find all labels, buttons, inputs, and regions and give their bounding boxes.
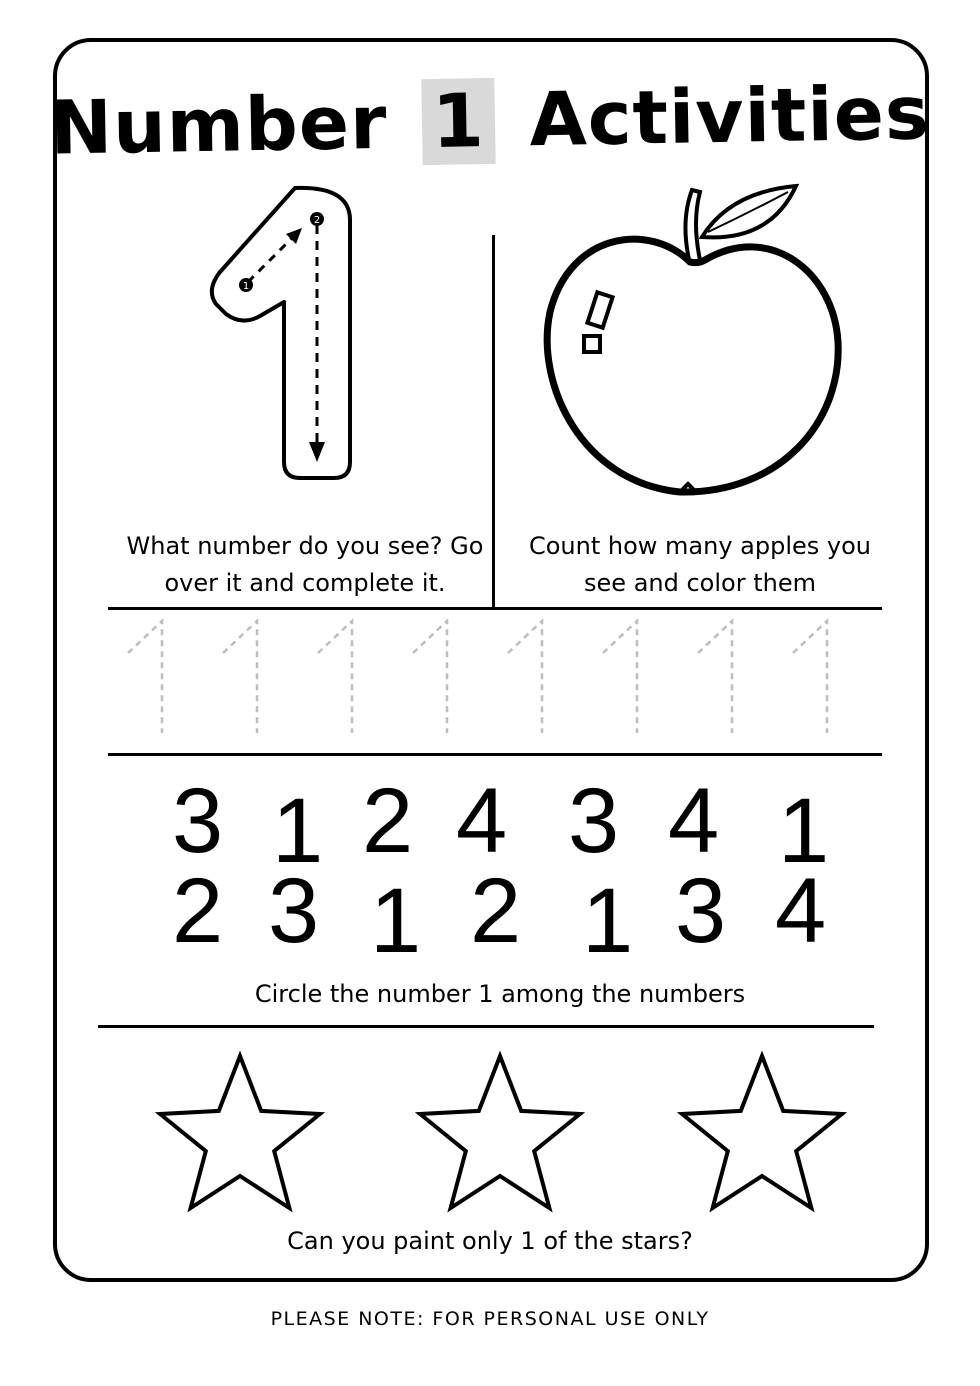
number-digit[interactable]: 3 bbox=[568, 770, 620, 872]
worksheet-title bbox=[0, 69, 980, 172]
section-divider-1 bbox=[108, 607, 882, 610]
trace-number-one bbox=[200, 180, 370, 490]
number-digit[interactable]: 1 bbox=[778, 780, 830, 882]
number-digit[interactable]: 1 bbox=[272, 780, 324, 882]
star-icon[interactable] bbox=[150, 1048, 330, 1218]
number-digit[interactable]: 1 bbox=[582, 870, 634, 972]
number-digit[interactable]: 4 bbox=[668, 770, 720, 872]
tracing-digit bbox=[310, 615, 370, 740]
tracing-practice-row bbox=[108, 615, 878, 745]
number-one-outline bbox=[212, 188, 350, 478]
title-prefix: Number bbox=[49, 79, 389, 172]
footer-note: PLEASE NOTE: FOR PERSONAL USE ONLY bbox=[270, 1308, 710, 1330]
stroke-start-marker: 1 bbox=[242, 281, 250, 292]
stars-caption: Can you paint only 1 of the stars? bbox=[287, 1227, 693, 1255]
trace-caption: What number do you see? Go over it and complete it. bbox=[126, 532, 484, 597]
number-digit[interactable]: 1 bbox=[370, 870, 422, 972]
tracing-digit bbox=[120, 615, 180, 740]
tracing-digit bbox=[785, 615, 845, 740]
diagonal-arrowhead-icon bbox=[286, 228, 302, 244]
number-digit[interactable]: 2 bbox=[470, 860, 522, 962]
star-icon[interactable] bbox=[672, 1048, 852, 1218]
title-suffix: Activities bbox=[528, 70, 931, 164]
number-digit[interactable]: 4 bbox=[775, 860, 827, 962]
star-icon[interactable] bbox=[410, 1048, 590, 1218]
find-number-caption: Circle the number 1 among the numbers bbox=[254, 980, 746, 1008]
number-digit[interactable]: 3 bbox=[675, 860, 727, 962]
stroke-end-marker: 2 bbox=[313, 215, 321, 226]
tracing-digit bbox=[690, 615, 750, 740]
number-digit[interactable]: 2 bbox=[172, 860, 224, 962]
number-digit[interactable]: 3 bbox=[172, 770, 224, 872]
section-divider-3 bbox=[98, 1025, 874, 1028]
section-divider-2 bbox=[108, 753, 882, 756]
number-digit[interactable]: 4 bbox=[456, 770, 508, 872]
apple-icon bbox=[530, 182, 850, 502]
apple-stem bbox=[685, 190, 700, 264]
tracing-digit bbox=[500, 615, 560, 740]
title-number: 1 bbox=[421, 78, 495, 165]
tracing-digit bbox=[215, 615, 275, 740]
tracing-digit bbox=[595, 615, 655, 740]
apples-caption: Count how many apples you see and color them bbox=[528, 532, 872, 597]
tracing-digit bbox=[405, 615, 465, 740]
number-digit[interactable]: 3 bbox=[268, 860, 320, 962]
vertical-arrowhead-icon bbox=[309, 442, 325, 462]
number-digit[interactable]: 2 bbox=[362, 770, 414, 872]
